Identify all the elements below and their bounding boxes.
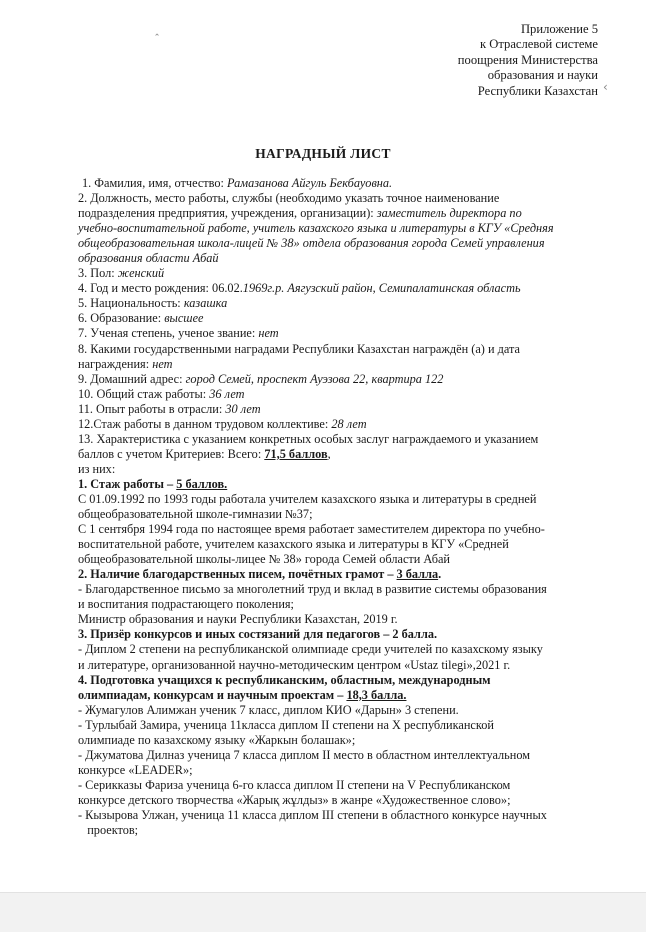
punctuation: . [438, 567, 442, 582]
list-item-text: - Турлыбай Замира, ученица 11класса диплом II степени на X республиканской [78, 717, 494, 732]
field-label: 5. Национальность: [78, 296, 184, 311]
field-value: нет [152, 356, 173, 371]
annex-line: к Отраслевой системе [480, 37, 598, 52]
section-letters [78, 567, 612, 627]
field-value: 1969г.р. Аягузский район, Семипалатинская область [242, 281, 521, 296]
section-heading: 2. Наличие благодарственных писем, почётных грамот – [78, 567, 397, 582]
field-position [78, 191, 612, 266]
field-label: 12.Стаж работы в данном трудовом коллективе: [78, 416, 332, 431]
list-item [78, 718, 612, 748]
section-contests [78, 627, 612, 672]
field-education [78, 311, 612, 326]
list-item [78, 748, 612, 778]
field-characteristics [78, 432, 612, 477]
annex-block [458, 22, 598, 99]
field-value: город Семей, проспект Ауэзова 22, квартира 122 [185, 371, 444, 386]
field-label: 9. Домашний адрес: [78, 371, 186, 386]
field-label: 10. Общий стаж работы: [78, 386, 210, 401]
section-text: - Благодарственное письмо за многолетний труд и вклад в развитие системы образования [78, 582, 547, 597]
field-value: высшее [164, 311, 204, 326]
field-industry-experience [78, 402, 612, 417]
field-label: 7. Ученая степень, ученое звание: [78, 326, 259, 341]
list-item-text: олимпиаде по казахскому языку «Жаркын болашак»; [78, 732, 356, 747]
field-team-experience [78, 417, 612, 432]
annex-line: поощрения Министерства [457, 52, 598, 67]
field-label: 1. Фамилия, имя, отчество: [82, 176, 228, 190]
viewer-bottom-strip [0, 892, 646, 932]
section-text: Министр образования и науки Республики Казахстан, 2019 г. [78, 612, 398, 627]
section-heading: 4. Подготовка учащихся к республиканским, областным, международным [78, 672, 491, 687]
list-item-text: - Жумагулов Алимжан ученик 7 класс, диплом КИО «Дарын» 3 степени. [78, 702, 459, 717]
punctuation: , [327, 446, 331, 461]
list-item [78, 703, 612, 718]
field-label: 3. Пол: [78, 266, 118, 281]
field-label: подразделения предприятия, учреждения, организации): [78, 206, 377, 221]
field-value: казашка [183, 296, 228, 311]
field-nationality [78, 296, 612, 311]
list-item-text: конкурсе «LEADER»; [78, 762, 193, 777]
field-gender [78, 266, 612, 281]
section-heading: олимпиадам, конкурсам и научным проектам – [78, 687, 347, 702]
scan-speck: ‹ [603, 80, 608, 94]
section-text: воспитательной работе, учителем казахского языка и литературы в КГУ «Средней [78, 537, 509, 552]
field-value: нет [258, 326, 279, 341]
field-label: 4. Год и место рождения: 06.02. [78, 281, 243, 296]
section-heading: 1. Стаж работы – [78, 476, 177, 491]
section-text: С 01.09.1992 по 1993 годы работала учителем казахского языка и литературы в средней [78, 491, 537, 506]
list-item-text: конкурсе детского творчества «Жарық жұлдыз» в жанре «Художественное слово»; [78, 792, 511, 807]
section-score: 3 балла [396, 567, 439, 582]
field-label: из них: [78, 461, 116, 476]
annex-line: Приложение 5 [520, 22, 598, 36]
section-student-prep [78, 673, 612, 839]
scan-speck: ꞈ [155, 22, 159, 36]
list-item-text: проектов; [78, 823, 139, 838]
field-full-name [82, 176, 612, 191]
list-item [78, 808, 612, 838]
section-score: 18,3 балла. [346, 687, 407, 702]
section-text: общеобразовательной школе-гимназии №37; [78, 507, 313, 522]
field-degree [78, 326, 612, 341]
field-value: 30 лет [225, 401, 261, 416]
annex-line: образования и науки [487, 68, 598, 83]
field-total-experience [78, 387, 612, 402]
field-value: учебно-воспитательной работе, учитель казахского языка и литературы в КГУ «Средняя [78, 221, 554, 236]
field-value: 28 лет [331, 416, 367, 431]
field-label: 13. Характеристика с указанием конкретных особых заслуг награждаемого и указанием [78, 431, 539, 446]
document-title: НАГРАДНЫЙ ЛИСТ [255, 146, 391, 161]
field-label: 2. Должность, место работы, службы (необходимо указать точное наименование [78, 191, 500, 206]
field-label: баллов с учетом Критериев: Всего: [78, 446, 265, 461]
field-birth [78, 281, 612, 296]
section-text: и литературе, организованной научно-методическим центром «Ustaz tilegi»,2021 г. [78, 657, 511, 672]
section-text: общеобразовательной школы-лицее № 38» города Семей области Абай [78, 552, 450, 567]
field-address [78, 372, 612, 387]
field-label: 6. Образование: [78, 311, 165, 326]
field-value: Рамазанова Айгуль Бекбауовна. [227, 176, 393, 190]
field-value: заместитель директора по [376, 206, 522, 221]
section-heading: 3. Призёр конкурсов и иных состязаний для педагогов – 2 балла. [78, 627, 438, 642]
field-value: женский [117, 266, 165, 281]
total-score: 71,5 баллов [264, 446, 328, 461]
list-item [78, 778, 612, 808]
list-item-text: - Джуматова Дилназ ученица 7 класса диплом II место в областном интеллектуальном [78, 747, 531, 762]
field-value: 36 лет [209, 386, 245, 401]
field-value: образования области Абай [78, 251, 219, 266]
section-work-experience [78, 477, 612, 567]
field-label: 8. Какими государственными наградами Республики Казахстан награждён (а) и дата [78, 341, 521, 356]
section-text: С 1 сентября 1994 года по настоящее время работает заместителем директора по учебно- [78, 522, 545, 537]
section-score: 5 баллов. [176, 476, 228, 491]
field-label: 11. Опыт работы в отрасли: [78, 401, 226, 416]
field-label: награждения: [78, 356, 153, 371]
list-item-text: - Кызырова Улжан, ученица 11 класса диплом III степени в областного конкурсе научных [78, 807, 547, 822]
section-text: - Диплом 2 степени на республиканской олимпиаде среди учителей по казахскому языку [78, 642, 543, 657]
list-item-text: - Серикказы Фариза ученица 6-го класса диплом II степени на V Республиканском [78, 777, 511, 792]
annex-line: Республики Казахстан [477, 83, 598, 98]
field-awards [78, 342, 612, 372]
document-body [78, 176, 612, 838]
section-text: и воспитания подрастающего поколения; [78, 597, 294, 612]
field-value: общеобразовательная школа-лицей № 38» отдела образования города Семей управления [78, 236, 545, 251]
